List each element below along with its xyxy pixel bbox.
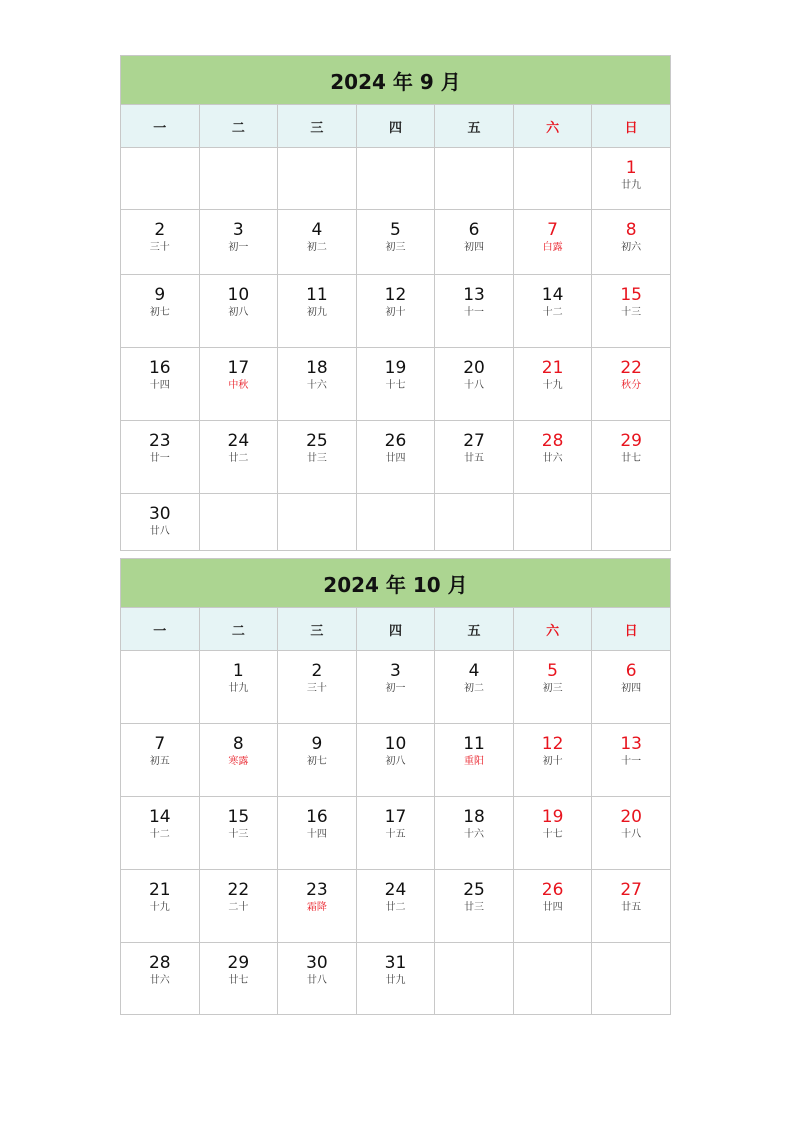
- day-cell: [278, 724, 357, 797]
- day-number: 2: [311, 661, 323, 681]
- lunar-date: 初四: [464, 242, 485, 253]
- week-row: [121, 797, 671, 870]
- day-cell: [199, 724, 278, 797]
- lunar-date: 十六: [464, 829, 485, 840]
- day-cell: [356, 943, 435, 1015]
- day-cell: [356, 275, 435, 348]
- day-number: 28: [541, 431, 564, 451]
- month-title: 2024 年 9 月: [121, 56, 671, 105]
- day-number: 1: [625, 158, 637, 178]
- day-cell: [513, 348, 592, 421]
- day-number: 30: [306, 953, 328, 973]
- empty-day-cell: [121, 651, 200, 724]
- day-number: 14: [148, 807, 171, 827]
- empty-day-cell: [435, 943, 514, 1015]
- day-cell: [356, 421, 435, 494]
- week-row: [121, 275, 671, 348]
- lunar-date: 廿五: [464, 453, 485, 464]
- day-number: 20: [463, 358, 485, 378]
- day-cell: [435, 724, 514, 797]
- day-cell: [199, 210, 278, 275]
- day-number: 4: [468, 661, 480, 681]
- weekday-sun: 日: [592, 608, 671, 651]
- day-cell: [435, 797, 514, 870]
- empty-day-cell: [513, 943, 592, 1015]
- day-cell: [592, 275, 671, 348]
- day-cell: [592, 651, 671, 724]
- day-number: 15: [227, 807, 250, 827]
- day-cell: [435, 275, 514, 348]
- empty-day-cell: [356, 148, 435, 210]
- festival-label: 重阳: [464, 756, 485, 767]
- lunar-date: 十五: [385, 829, 406, 840]
- day-cell: [513, 275, 592, 348]
- day-number: 10: [384, 734, 407, 754]
- empty-day-cell: [278, 494, 357, 551]
- day-number: 24: [227, 431, 250, 451]
- lunar-date: 廿二: [228, 453, 249, 464]
- day-cell: [513, 797, 592, 870]
- lunar-date: 十三: [621, 307, 642, 318]
- day-cell: [356, 348, 435, 421]
- day-number: 25: [463, 880, 485, 900]
- day-cell: [121, 797, 200, 870]
- day-number: 26: [384, 431, 407, 451]
- week-row: [121, 348, 671, 421]
- day-cell: [121, 943, 200, 1015]
- day-cell: [278, 797, 357, 870]
- empty-day-cell: [356, 494, 435, 551]
- lunar-date: 初七: [306, 756, 327, 767]
- lunar-date: 十六: [306, 380, 327, 391]
- weekday-mon: 一: [121, 608, 200, 651]
- day-number: 28: [148, 953, 171, 973]
- day-number: 14: [541, 285, 564, 305]
- lunar-date: 十四: [306, 829, 327, 840]
- empty-day-cell: [199, 148, 278, 210]
- lunar-date: 廿七: [228, 975, 249, 986]
- day-number: 31: [384, 953, 407, 973]
- day-cell: [199, 870, 278, 943]
- empty-day-cell: [121, 148, 200, 210]
- day-cell: [435, 421, 514, 494]
- day-number: 13: [620, 734, 642, 754]
- festival-label: 寒露: [228, 756, 249, 767]
- day-number: 16: [148, 358, 171, 378]
- lunar-date: 三十: [306, 683, 327, 694]
- day-cell: [278, 943, 357, 1015]
- day-cell: [121, 210, 200, 275]
- day-number: 16: [306, 807, 328, 827]
- weekday-tue: 二: [199, 608, 278, 651]
- lunar-date: 初一: [228, 242, 249, 253]
- day-cell: [435, 348, 514, 421]
- day-cell: [592, 797, 671, 870]
- day-number: 17: [384, 807, 407, 827]
- lunar-date: 廿二: [385, 902, 406, 913]
- lunar-date: 廿八: [306, 975, 327, 986]
- lunar-date: 初十: [385, 307, 406, 318]
- day-cell: [121, 421, 200, 494]
- day-number: 10: [227, 285, 250, 305]
- weekday-tue: 二: [199, 105, 278, 148]
- week-row: [121, 724, 671, 797]
- day-number: 9: [311, 734, 323, 754]
- day-number: 21: [541, 358, 564, 378]
- day-cell: [592, 210, 671, 275]
- day-cell: [356, 724, 435, 797]
- lunar-date: 廿三: [464, 902, 485, 913]
- week-row: [121, 210, 671, 275]
- day-number: 5: [390, 220, 401, 240]
- day-number: 12: [541, 734, 564, 754]
- day-cell: [121, 494, 200, 551]
- lunar-date: 廿九: [385, 975, 406, 986]
- day-cell: [356, 210, 435, 275]
- day-cell: [199, 797, 278, 870]
- lunar-date: 十二: [149, 829, 170, 840]
- day-number: 18: [463, 807, 485, 827]
- day-cell: [199, 348, 278, 421]
- day-cell: [356, 870, 435, 943]
- day-number: 20: [620, 807, 642, 827]
- day-number: 24: [384, 880, 407, 900]
- lunar-date: 十九: [542, 380, 563, 391]
- empty-day-cell: [435, 148, 514, 210]
- day-number: 11: [463, 734, 485, 754]
- day-cell: [592, 870, 671, 943]
- lunar-date: 初二: [464, 683, 485, 694]
- empty-day-cell: [592, 494, 671, 551]
- weekday-wed: 三: [278, 608, 357, 651]
- day-number: 18: [306, 358, 328, 378]
- day-number: 15: [620, 285, 642, 305]
- day-number: 23: [148, 431, 171, 451]
- lunar-date: 初七: [149, 307, 170, 318]
- day-number: 6: [625, 661, 637, 681]
- lunar-date: 廿八: [149, 526, 170, 537]
- day-number: 2: [154, 220, 166, 240]
- weekday-header-row: [121, 105, 671, 148]
- lunar-date: 初二: [306, 242, 327, 253]
- week-row: [121, 870, 671, 943]
- empty-day-cell: [199, 494, 278, 551]
- day-cell: [278, 275, 357, 348]
- day-number: 5: [547, 661, 558, 681]
- day-number: 6: [468, 220, 480, 240]
- month-title: 2024 年 10 月: [121, 559, 671, 608]
- lunar-date: 十八: [621, 829, 642, 840]
- lunar-date: 初一: [385, 683, 406, 694]
- lunar-date: 廿六: [149, 975, 170, 986]
- day-number: 4: [311, 220, 323, 240]
- day-number: 27: [463, 431, 485, 451]
- day-cell: [513, 421, 592, 494]
- weekday-sun: 日: [592, 105, 671, 148]
- day-number: 22: [227, 880, 250, 900]
- lunar-date: 十三: [228, 829, 249, 840]
- lunar-date: 廿六: [542, 453, 563, 464]
- lunar-date: 十七: [542, 829, 563, 840]
- day-cell: [513, 870, 592, 943]
- day-cell: [278, 421, 357, 494]
- lunar-date: 初八: [228, 307, 249, 318]
- day-number: 27: [620, 880, 642, 900]
- weekday-fri: 五: [435, 105, 514, 148]
- calendar-october: [120, 558, 671, 1015]
- lunar-date: 廿七: [621, 453, 642, 464]
- day-cell: [592, 421, 671, 494]
- weekday-wed: 三: [278, 105, 357, 148]
- lunar-date: 初六: [621, 242, 642, 253]
- weekday-sat: 六: [513, 608, 592, 651]
- weekday-sat: 六: [513, 105, 592, 148]
- empty-day-cell: [513, 494, 592, 551]
- day-number: 3: [232, 220, 244, 240]
- day-number: 12: [384, 285, 407, 305]
- lunar-date: 十七: [385, 380, 406, 391]
- day-cell: [121, 724, 200, 797]
- lunar-date: 二十: [228, 902, 249, 913]
- day-number: 19: [384, 358, 407, 378]
- weekday-fri: 五: [435, 608, 514, 651]
- weekday-header-row: [121, 608, 671, 651]
- weekday-mon: 一: [121, 105, 200, 148]
- lunar-date: 廿九: [228, 683, 249, 694]
- lunar-date: 廿四: [542, 902, 563, 913]
- lunar-date: 初四: [621, 683, 642, 694]
- day-cell: [278, 348, 357, 421]
- day-number: 9: [154, 285, 166, 305]
- lunar-date: 十四: [149, 380, 170, 391]
- week-row: [121, 494, 671, 551]
- empty-day-cell: [592, 943, 671, 1015]
- day-cell: [513, 210, 592, 275]
- day-number: 11: [306, 285, 328, 305]
- lunar-date: 廿三: [306, 453, 327, 464]
- festival-label: 霜降: [306, 902, 327, 913]
- day-number: 21: [148, 880, 171, 900]
- empty-day-cell: [513, 148, 592, 210]
- week-row: [121, 148, 671, 210]
- day-number: 29: [620, 431, 642, 451]
- day-cell: [513, 651, 592, 724]
- lunar-date: 廿五: [621, 902, 642, 913]
- day-number: 1: [232, 661, 244, 681]
- day-cell: [435, 870, 514, 943]
- day-number: 3: [390, 661, 401, 681]
- lunar-date: 十一: [621, 756, 642, 767]
- empty-day-cell: [278, 148, 357, 210]
- lunar-date: 十二: [542, 307, 563, 318]
- day-number: 17: [227, 358, 250, 378]
- weekday-thu: 四: [356, 608, 435, 651]
- day-cell: [121, 348, 200, 421]
- lunar-date: 十九: [149, 902, 170, 913]
- day-number: 29: [227, 953, 250, 973]
- day-cell: [592, 348, 671, 421]
- lunar-date: 初八: [385, 756, 406, 767]
- lunar-date: 廿四: [385, 453, 406, 464]
- lunar-date: 三十: [149, 242, 170, 253]
- day-cell: [121, 275, 200, 348]
- week-row: [121, 943, 671, 1015]
- lunar-date: 初九: [306, 307, 327, 318]
- day-cell: [356, 797, 435, 870]
- festival-label: 中秋: [228, 380, 249, 391]
- day-number: 22: [620, 358, 642, 378]
- day-cell: [513, 724, 592, 797]
- day-number: 19: [541, 807, 564, 827]
- weekday-thu: 四: [356, 105, 435, 148]
- week-row: [121, 651, 671, 724]
- calendar-september: [120, 55, 671, 551]
- day-cell: [592, 724, 671, 797]
- day-number: 7: [547, 220, 558, 240]
- day-cell: [435, 651, 514, 724]
- lunar-date: 十一: [464, 307, 485, 318]
- day-number: 8: [232, 734, 244, 754]
- day-number: 13: [463, 285, 485, 305]
- lunar-date: 十八: [464, 380, 485, 391]
- day-number: 25: [306, 431, 328, 451]
- day-cell: [278, 210, 357, 275]
- day-cell: [199, 275, 278, 348]
- day-number: 26: [541, 880, 564, 900]
- lunar-date: 初三: [542, 683, 563, 694]
- day-number: 30: [148, 504, 171, 524]
- day-cell: [278, 870, 357, 943]
- day-cell: [199, 651, 278, 724]
- day-cell: [199, 421, 278, 494]
- empty-day-cell: [435, 494, 514, 551]
- week-row: [121, 421, 671, 494]
- festival-label: 白露: [542, 242, 563, 253]
- day-cell: [278, 651, 357, 724]
- lunar-date: 廿一: [149, 453, 170, 464]
- day-cell: [121, 870, 200, 943]
- lunar-date: 初五: [149, 756, 170, 767]
- day-number: 7: [154, 734, 166, 754]
- day-cell: [199, 943, 278, 1015]
- day-cell: [592, 148, 671, 210]
- lunar-date: 初三: [385, 242, 406, 253]
- day-cell: [356, 651, 435, 724]
- lunar-date: 初十: [542, 756, 563, 767]
- day-cell: [435, 210, 514, 275]
- day-number: 23: [306, 880, 328, 900]
- festival-label: 秋分: [621, 380, 642, 391]
- day-number: 8: [625, 220, 637, 240]
- lunar-date: 廿九: [621, 180, 642, 191]
